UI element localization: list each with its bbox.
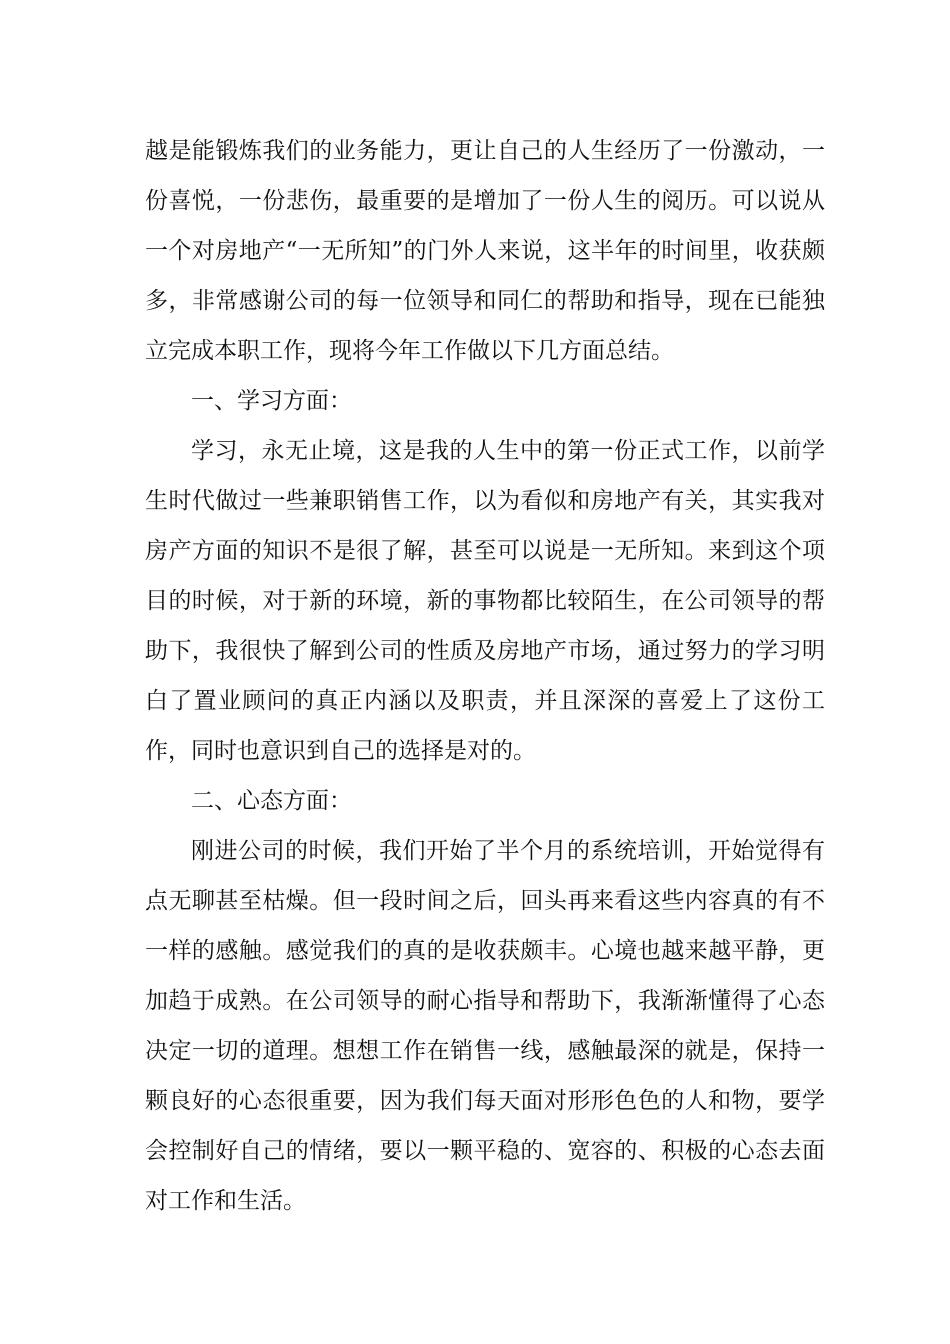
paragraph-intro-continued: 越是能锻炼我们的业务能力，更让自己的人生经历了一份激动，一份喜悦，一份悲伤，最重要的是增加了一份人生的阅历。可以说从一个对房地产“一无所知”的门外人来说，这半年的时间里，收获颇多，非常感谢公司的每一位领导和同仁的帮助和指导，现在已能独立完成本职工作，现将今年工作做以下几方面总结。 bbox=[145, 138, 825, 364]
paragraph-mindset: 刚进公司的时候，我们开始了半个月的系统培训，开始觉得有点无聊甚至枯燥。但一段时间之后，回头再来看这些内容真的有不一样的感触。感觉我们的真的是收获颇丰。心境也越来越平静，更加趋于成熟。在公司领导的耐心指导和帮助下，我渐渐懂得了心态决定一切的道理。想想工作在销售一线，感触最深的就是，保持一颗良好的心态很重要，因为我们每天面对形形色色的人和物，要学会控制好自己的情绪，要以一颗平稳的、宽容的、积极的心态去面对工作和生活。 bbox=[145, 838, 825, 1214]
heading-study: 一、学习方面： bbox=[191, 388, 352, 414]
paragraph-study: 学习，永无止境，这是我的人生中的第一份正式工作，以前学生时代做过一些兼职销售工作，以为看似和房地产有关，其实我对房产方面的知识不是很了解，甚至可以说是一无所知。来到这个项目的时候，对于新的环境，新的事物都比较陌生，在公司领导的帮助下，我很快了解到公司的性质及房地产市场，通过努力的学习明白了置业顾问的真正内涵以及职责，并且深深的喜爱上了这份工作，同时也意识到自己的选择是对的。 bbox=[145, 438, 825, 764]
document-body bbox=[145, 126, 825, 1226]
heading-mindset: 二、心态方面： bbox=[191, 788, 352, 814]
